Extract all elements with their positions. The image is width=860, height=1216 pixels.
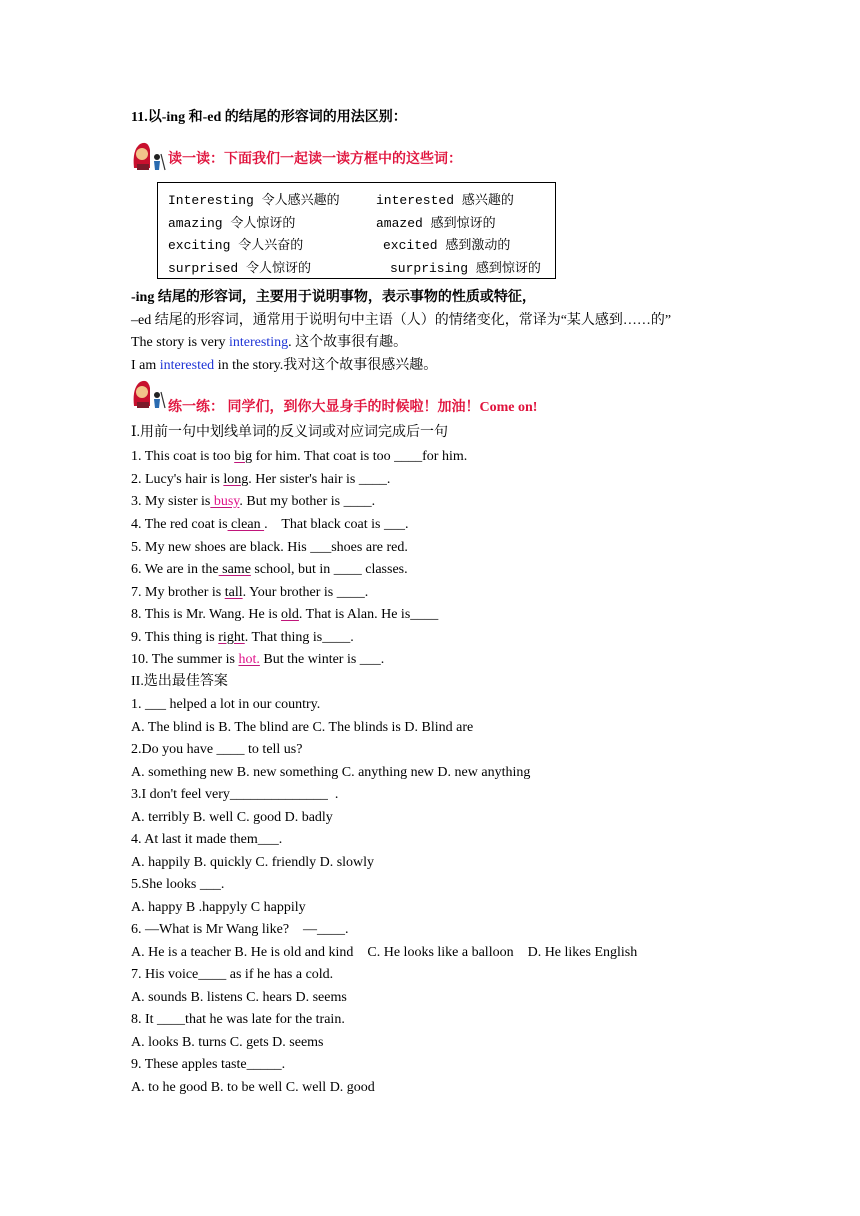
part1-item-3: 3. My sister is busy. But my bother is ____. [131, 494, 376, 509]
read-section-label: 读一读：下面我们一起读一读方框中的这些词： [168, 152, 462, 167]
word-box [157, 182, 556, 279]
underlined-word: clean [227, 517, 265, 532]
example-2-after: in the story.我对这个故事很感兴趣。 [214, 358, 438, 373]
part1-item-5: 5. My new shoes are black. His ___shoes are red. [131, 540, 408, 555]
reading-figure-icon [130, 140, 166, 172]
underlined-word: long [223, 472, 249, 487]
word-box-left-4: surprised 令人惊讶的 [168, 261, 312, 276]
underlined-word: big [234, 449, 253, 464]
word-box-left-2: amazing 令人惊讶的 [168, 216, 296, 231]
underlined-word: same [218, 562, 251, 577]
part2-question-9: 9. These apples taste_____. [131, 1057, 286, 1072]
underlined-word: right [218, 630, 245, 645]
practice-section-label: 练一练： 同学们，到你大显身手的时候啦！加油！Come on! [168, 400, 538, 415]
part2-options-9: A. to he good B. to be well C. well D. good [131, 1080, 375, 1095]
part2-question-3: 3.I don't feel very______________ . [131, 787, 339, 802]
part1-item-2: 2. Lucy's hair is long. Her sister's hair is ____. [131, 472, 391, 487]
part2-question-8: 8. It ____that he was late for the train. [131, 1012, 345, 1027]
example-2-highlight: interested [159, 358, 215, 373]
example-1-after: . 这个故事很有趣。 [288, 335, 408, 350]
rule-ing: -ing 结尾的形容词，主要用于说明事物，表示事物的性质或特征， [131, 290, 536, 305]
underlined-word: busy [210, 494, 240, 509]
word-box-left-1: Interesting 令人感兴趣的 [168, 193, 340, 208]
example-1 [131, 334, 407, 352]
part1-item-1: 1. This coat is too big for him. That coat is too ____for him. [131, 449, 468, 464]
part2-options-4: A. happily B. quickly C. friendly D. slowly [131, 855, 375, 870]
word-box-right-3: excited 感到激动的 [383, 238, 511, 253]
part1-item-9: 9. This thing is right. That thing is____. [131, 630, 354, 645]
part2-options-8: A. looks B. turns C. gets D. seems [131, 1035, 324, 1050]
example-2-before: I am [131, 358, 160, 373]
part2-question-6: 6. —What is Mr Wang like? —____. [131, 922, 349, 937]
part2-options-2: A. something new B. new something C. anything new D. new anything [131, 765, 531, 780]
underlined-word: hot. [238, 652, 260, 667]
example-1-before: The story is very [131, 335, 229, 350]
part2-options-3: A. terribly B. well C. good D. badly [131, 810, 333, 825]
word-box-right-4: surprising 感到惊讶的 [390, 261, 541, 276]
example-2 [131, 357, 437, 375]
part2-options-6: A. He is a teacher B. He is old and kind C. He looks like a balloon D. He likes English [131, 945, 638, 960]
part2-options-7: A. sounds B. listens C. hears D. seems [131, 990, 347, 1005]
part2-question-4: 4. At last it made them___. [131, 832, 283, 847]
part2-question-7: 7. His voice____ as if he has a cold. [131, 967, 334, 982]
part2-title: II.选出最佳答案 [131, 674, 228, 689]
part2-options-1: A. The blind is B. The blind are C. The blinds is D. Blind are [131, 720, 474, 735]
underlined-word: tall [224, 585, 243, 600]
part1-title: Ⅰ.用前一句中划线单词的反义词或对应词完成后一句 [131, 425, 449, 440]
part1-item-4: 4. The red coat is clean . That black coat is ___. [131, 517, 409, 532]
part2-question-2: 2.Do you have ____ to tell us? [131, 742, 303, 757]
word-box-right-1: interested 感兴趣的 [376, 193, 514, 208]
part2-question-5: 5.She looks ___. [131, 877, 225, 892]
part1-item-6: 6. We are in the same school, but in ____ classes. [131, 562, 408, 577]
part1-item-7: 7. My brother is tall. Your brother is ____. [131, 585, 369, 600]
underlined-word: old [281, 607, 299, 622]
section-heading: 11.以-ing 和-ed 的结尾的形容词的用法区别： [131, 110, 407, 125]
part1-item-8: 8. This is Mr. Wang. He is old. That is Alan. He is____ [131, 607, 439, 622]
part1-item-10: 10. The summer is hot. But the winter is ___. [131, 652, 385, 667]
word-box-right-2: amazed 感到惊讶的 [376, 216, 496, 231]
part2-question-1: 1. ___ helped a lot in our country. [131, 697, 321, 712]
example-1-highlight: interesting [228, 335, 289, 350]
practice-figure-icon [130, 378, 166, 410]
part2-options-5: A. happy B .happyly C happily [131, 900, 306, 915]
word-box-left-3: exciting 令人兴奋的 [168, 238, 304, 253]
rule-ed: –ed 结尾的形容词，通常用于说明句中主语（人）的情绪变化，常译为“某人感到……的” [131, 313, 672, 328]
